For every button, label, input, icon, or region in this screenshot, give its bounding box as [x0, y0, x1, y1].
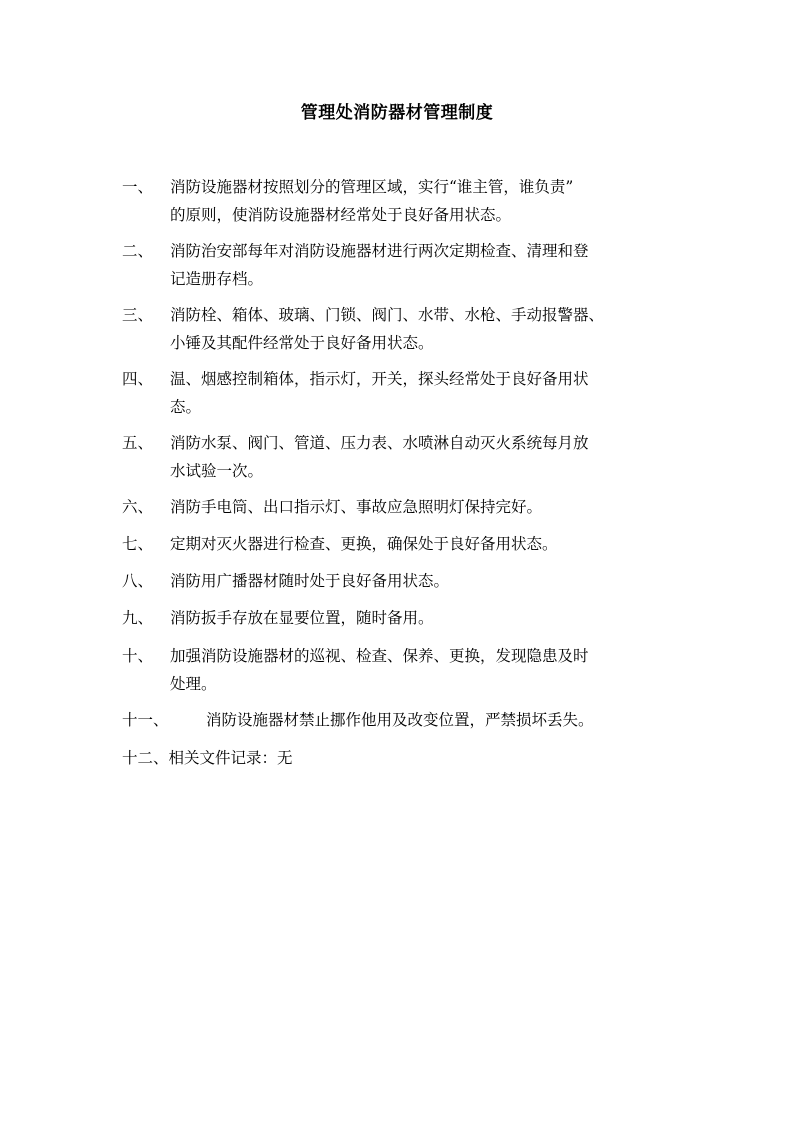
clause-text-line-1: 消防水泵、阀门、管道、压力表、水喷淋自动灭火系统每月放: [170, 434, 589, 452]
clause-text-line-2: 态。: [170, 398, 202, 416]
clause-text-line-1: 温、烟感控制箱体，指示灯，开关，探头经常处于良好备用状: [170, 370, 589, 388]
clause-4: [122, 365, 692, 421]
clause-number: 二、: [122, 242, 154, 260]
clause-text-line-1: 消防用广播器材随时处于良好备用状态。: [170, 572, 450, 590]
clause-text-line-1: 加强消防设施器材的巡视、检查、保养、更换，发现隐患及时: [170, 647, 589, 665]
clause-8: [122, 567, 692, 595]
clause-7: [122, 530, 692, 558]
clause-number: 五、: [122, 434, 154, 452]
clause-number: 六、: [122, 498, 154, 516]
clause-number: 一、: [122, 178, 154, 196]
clause-11: [122, 706, 692, 734]
clause-text-line-1: 消防栓、箱体、玻璃、门锁、阀门、水带、水枪、手动报警器、: [170, 306, 605, 324]
clause-text-line-2: 处理。: [170, 675, 217, 693]
clause-9: [122, 604, 692, 632]
clause-5: [122, 429, 692, 485]
clause-number: 八、: [122, 572, 154, 590]
clause-number: 九、: [122, 609, 154, 627]
clause-text-line-2: 水试验一次。: [170, 462, 264, 480]
clause-text-line-1: 相关文件记录：无: [168, 749, 293, 767]
clause-number: 四、: [122, 370, 154, 388]
clause-text-line-1: 定期对灭火器进行检查、更换，确保处于良好备用状态。: [170, 535, 558, 553]
clause-2: [122, 237, 692, 293]
clause-text-line-1: 消防治安部每年对消防设施器材进行两次定期检查、清理和登: [170, 242, 589, 260]
document-title: 管理处消防器材管理制度: [300, 103, 494, 123]
clause-number: 十一、: [122, 711, 169, 729]
clause-number: 七、: [122, 535, 154, 553]
clause-10: [122, 642, 692, 698]
clause-text-line-2: 的原则，使消防设施器材经常处于良好备用状态。: [170, 206, 512, 224]
clause-text-line-1: 消防设施器材禁止挪作他用及改变位置，严禁损坏丢失。: [206, 711, 594, 729]
clause-text-line-2: 记造册存档。: [170, 270, 264, 288]
clause-text-line-1: 消防手电筒、出口指示灯、事故应急照明灯保持完好。: [170, 498, 543, 516]
clause-text-line-2: 小锤及其配件经常处于良好备用状态。: [170, 334, 434, 352]
clause-number: 十二、: [122, 749, 169, 767]
clause-1: [122, 173, 692, 229]
clause-text-line-1: 消防扳手存放在显要位置，随时备用。: [170, 609, 434, 627]
clause-number: 三、: [122, 306, 154, 324]
clause-number: 十、: [122, 647, 154, 665]
clause-3: [122, 301, 692, 357]
clause-text-line-1: 消防设施器材按照划分的管理区域，实行“谁主管，谁负责”: [170, 178, 574, 196]
clause-12: [122, 744, 692, 772]
clause-6: [122, 493, 692, 521]
